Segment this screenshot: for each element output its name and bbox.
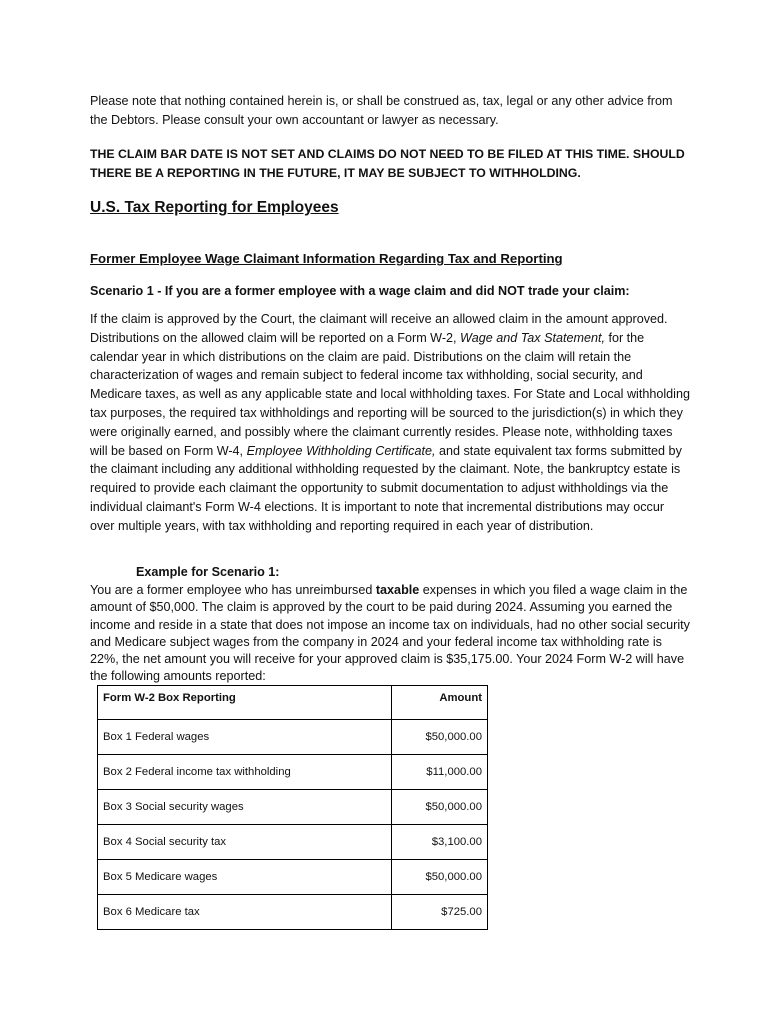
table-row <box>98 825 488 860</box>
row-amount: $3,100.00 <box>392 825 488 860</box>
form-w4-title: Employee Withholding Certificate, <box>246 443 436 458</box>
row-amount: $50,000.00 <box>392 790 488 825</box>
table-row <box>98 790 488 825</box>
scenario-body-paragraph <box>90 310 690 536</box>
example-text-1: You are a former employee who has unreimbursed <box>90 583 376 597</box>
table-row <box>98 755 488 790</box>
body-text-1: If the claim is approved by the Court, the claimant will receive an allowed claim in the amount approved. Distributions on the allowed claim will be reported on a Form W-2, <box>90 312 668 345</box>
row-label: Box 3 Social security wages <box>98 790 392 825</box>
form-w2-title: Wage and Tax Statement, <box>460 330 605 345</box>
row-amount: $725.00 <box>392 895 488 930</box>
disclaimer-paragraph: Please note that nothing contained herein is, or shall be construed as, tax, legal or any other advice from the Debtors. Please consult your own accountant or lawyer as necessary. <box>90 94 673 127</box>
example-heading: Example for Scenario 1: <box>136 565 280 579</box>
header-amount: Amount <box>392 686 488 720</box>
table-header-row <box>98 686 488 720</box>
scenario-heading: Scenario 1 - If you are a former employee with a wage claim and did NOT trade your claim: <box>90 284 630 298</box>
section-title: U.S. Tax Reporting for Employees <box>90 199 339 216</box>
body-text-2: for the calendar year in which distributions on the claim are paid. Distributions on the claim will retain the characterization of wages and remain subject to federal income tax withholding, social security, and Medicare taxes, as well as any applicable state and local withholding taxes. For State and Local withholding tax purposes, the required tax withholdings and reporting will be sourced to the jurisdiction(s) in which they were originally earned, and possibly where the claimant currently resides. Please note, withholding taxes will be based on Form W-4, <box>90 330 690 458</box>
body-text-3: and state equivalent tax forms submitted by the claimant including any additional withholding requested by the claimant. Note, the bankruptcy estate is required to provide each claimant the opportunity to submit documentation to adjust withholdings via the individual claimant's Form W-4 elections. It is important to note that incremental distributions may occur over multiple years, with tax withholding and reporting required in each year of distribution. <box>90 443 682 533</box>
table-row <box>98 720 488 755</box>
row-amount: $50,000.00 <box>392 720 488 755</box>
table-row <box>98 860 488 895</box>
header-box-reporting: Form W-2 Box Reporting <box>98 686 392 720</box>
row-label: Box 1 Federal wages <box>98 720 392 755</box>
row-amount: $50,000.00 <box>392 860 488 895</box>
row-amount: $11,000.00 <box>392 755 488 790</box>
example-paragraph <box>90 582 690 686</box>
bar-date-notice: THE CLAIM BAR DATE IS NOT SET AND CLAIMS DO NOT NEED TO BE FILED AT THIS TIME. SHOULD THERE BE A REPORTING IN THE FUTURE, IT MAY BE SUBJECT TO WITHHOLDING. <box>90 147 685 180</box>
row-label: Box 5 Medicare wages <box>98 860 392 895</box>
example-bold-word: taxable <box>375 583 420 597</box>
row-label: Box 6 Medicare tax <box>98 895 392 930</box>
example-text-2: expenses in which you filed a wage claim in the amount of $50,000. The claim is approved by the court to be paid during 2024. Assuming you earned the income and reside in a state that does not impose an income tax on individuals, had no other social security and Medicare subject wages from the company in 2024 and your federal income tax withholding rate is 22%, the net amount you will receive for your approved claim is $35,175.00. Your 2024 Form W-2 will have the following amounts reported: <box>90 583 690 684</box>
subsection-title: Former Employee Wage Claimant Information Regarding Tax and Reporting <box>90 251 563 266</box>
row-label: Box 2 Federal income tax withholding <box>98 755 392 790</box>
w2-reporting-table <box>97 685 488 930</box>
row-label: Box 4 Social security tax <box>98 825 392 860</box>
table-row <box>98 895 488 930</box>
